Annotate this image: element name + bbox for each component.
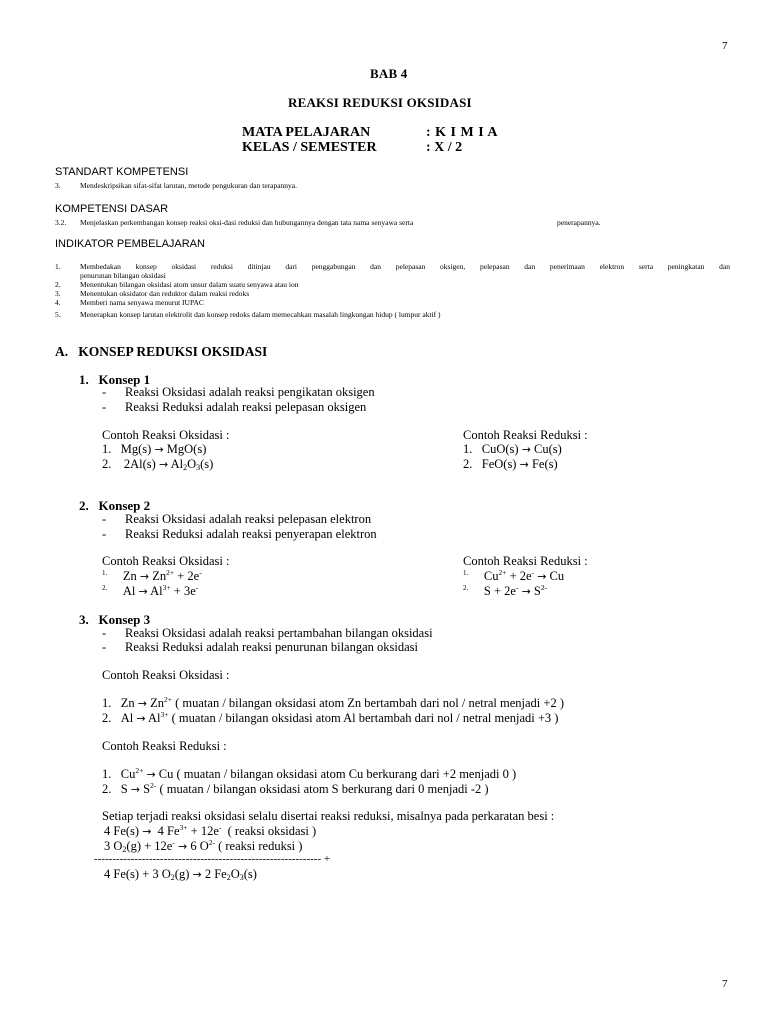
konsep2-ox-eq-2: $^{2.}$ $Al \to Al^{3+} + 3e^-$ <box>102 583 199 598</box>
list-item-num: 3. <box>55 289 61 298</box>
bullet-dash: - <box>102 512 107 526</box>
list-item-num: 4. <box>55 298 61 307</box>
konsep2-red-eq-2: $^{2.}$ $S + 2e^- \to S^{2-}$ <box>463 583 548 598</box>
standar-num: 3. <box>55 181 61 190</box>
page-title: REAKSI REDUKSI OKSIDASI <box>288 95 472 110</box>
page-number-top: 7 <box>722 40 728 52</box>
list-item: Menerapkan konsep larutan elektrolit dan konsep redoks dalam memecahkan masalah lingkungan hidup ( lumpur aktif ) <box>80 310 441 319</box>
konsep2-bullet-2: Reaksi Reduksi adalah reaksi penyerapan elektron <box>125 527 377 541</box>
konsep3-heading: 3. Konsep 3 <box>79 612 151 627</box>
rust-eq-total: 4 Fe(s) + 3 $O_2(g) \to 2$ $Fe_2O_3(s)$ <box>104 867 257 882</box>
konsep3-bullet-2: Reaksi Reduksi adalah reaksi penurunan bilangan oksidasi <box>125 640 418 654</box>
dasar-heading: KOMPETENSI DASAR <box>55 203 169 215</box>
bullet-dash: - <box>102 400 107 414</box>
list-item-num: 1. <box>55 262 61 271</box>
konsep3-red-eq-2: 2. $S \to S^{2-}$ ( muatan / bilangan oksidasi atom S berkurang dari 0 menjadi -2 ) <box>102 781 489 796</box>
closing-text: Setiap terjadi reaksi oksidasi selalu disertai reaksi reduksi, misalnya pada perkaratan besi : <box>102 809 555 823</box>
standar-heading: STANDART KOMPETENSI <box>55 166 189 178</box>
sum-divider: -------------------------------------------------------------- + <box>94 853 331 865</box>
chapter-label: BAB 4 <box>370 66 408 81</box>
konsep1-ox-eq-2: 2. $2Al(s) \to Al_2O_3(s)$ <box>102 457 214 472</box>
konsep2-heading: 2. Konsep 2 <box>79 498 151 513</box>
konsep2-red-label: Contoh Reaksi Reduksi : <box>463 554 588 568</box>
konsep2-ox-label: Contoh Reaksi Oksidasi : <box>102 554 230 568</box>
konsep3-red-label: Contoh Reaksi Reduksi : <box>102 739 227 753</box>
bullet-dash: - <box>102 385 107 399</box>
indikator-heading: INDIKATOR PEMBELAJARAN <box>55 238 205 250</box>
konsep2-red-eq-1: $^{1.}$ $Cu^{2+} + 2e^- \to Cu$ <box>463 568 565 583</box>
konsep3-red-eq-1: 1. $Cu^{2+} \to Cu$ ( muatan / bilangan oksidasi atom Cu berkurang dari +2 menjadi 0 ) <box>102 766 517 781</box>
list-item: Menentukan bilangan oksidasi atom unsur dalam suatu senyawa atau ion <box>80 280 299 289</box>
konsep2-bullet-1: Reaksi Oksidasi adalah reaksi pelepasan elektron <box>125 512 372 526</box>
konsep3-ox-eq-2: 2. $Al \to Al^{3+}$ ( muatan / bilangan oksidasi atom Al bertambah dari nol / netral menjadi +3 ) <box>102 710 559 725</box>
class-label: KELAS / SEMESTER <box>242 140 377 155</box>
konsep1-bullet-1: Reaksi Oksidasi adalah reaksi pengikatan oksigen <box>125 385 375 399</box>
bullet-dash: - <box>102 527 107 541</box>
konsep1-bullet-2: Reaksi Reduksi adalah reaksi pelepasan oksigen <box>125 400 367 414</box>
subject-label: MATA PELAJARAN <box>242 125 371 140</box>
konsep1-ox-eq-1: 1. Mg(s) → MgO(s) <box>102 442 207 456</box>
konsep3-bullet-1: Reaksi Oksidasi adalah reaksi pertambahan bilangan oksidasi <box>125 626 433 640</box>
list-item-num: 5. <box>55 310 61 319</box>
konsep3-ox-label: Contoh Reaksi Oksidasi : <box>102 668 230 682</box>
konsep3-ox-eq-1: 1. $Zn \to Zn^{2+}$ ( muatan / bilangan oksidasi atom Zn bertambah dari nol / netral menjadi +2 ) <box>102 695 564 710</box>
list-item: Membedakan konsep oksidasi reduksi ditinjau dari penggabungan dan pelepasan oksigen, pelepasan dan penerimaan elektron serta peningkatan dan <box>80 262 730 271</box>
list-item-cont: penurunan bilangan oksidasi <box>80 271 166 280</box>
konsep1-red-eq-1: 1. CuO(s) → Cu(s) <box>463 442 562 456</box>
bullet-dash: - <box>102 626 107 640</box>
dasar-text-end: penerapannya. <box>557 218 601 227</box>
konsep1-heading: 1. Konsep 1 <box>79 372 151 387</box>
page-number-bottom: 7 <box>722 978 728 990</box>
list-item-num: 2. <box>55 280 61 289</box>
rust-eq-1: 4 Fe(s) → 4 $Fe^{3+} + 12e^-$ ( reaksi oksidasi ) <box>104 823 317 838</box>
konsep1-red-eq-2: 2. FeO(s) → Fe(s) <box>463 457 558 471</box>
dasar-text: Menjelaskan perkembangan konsep reaksi oksi-dasi reduksi dan hubungannya dengan tata nama senyawa serta <box>80 218 414 227</box>
rust-eq-2: 3 $O_2(g) + 12e^- \to 6$ $O^{2-}$ ( reaksi reduksi ) <box>104 838 303 854</box>
konsep2-ox-eq-1: $^{1.}$ $Zn \to Zn^{2+} + 2e^-$ <box>102 568 202 583</box>
bullet-dash: - <box>102 640 107 654</box>
list-item: Menentukan oksidator dan reduktor dalam reaksi redoks <box>80 289 250 298</box>
list-item: Memberi nama senyawa menurut IUPAC <box>80 298 204 307</box>
standar-text: Mendeskripsikan sifat-sifat larutan, metode pengukuran dan terapannya. <box>80 181 298 190</box>
dasar-num: 3.2. <box>55 218 67 227</box>
class-value: : X / 2 <box>426 140 463 155</box>
konsep1-ox-label: Contoh Reaksi Oksidasi : <box>102 428 230 442</box>
subject-value: : K I M I A <box>426 125 498 140</box>
section-heading: A. KONSEP REDUKSI OKSIDASI <box>55 344 268 359</box>
konsep1-red-label: Contoh Reaksi Reduksi : <box>463 428 588 442</box>
